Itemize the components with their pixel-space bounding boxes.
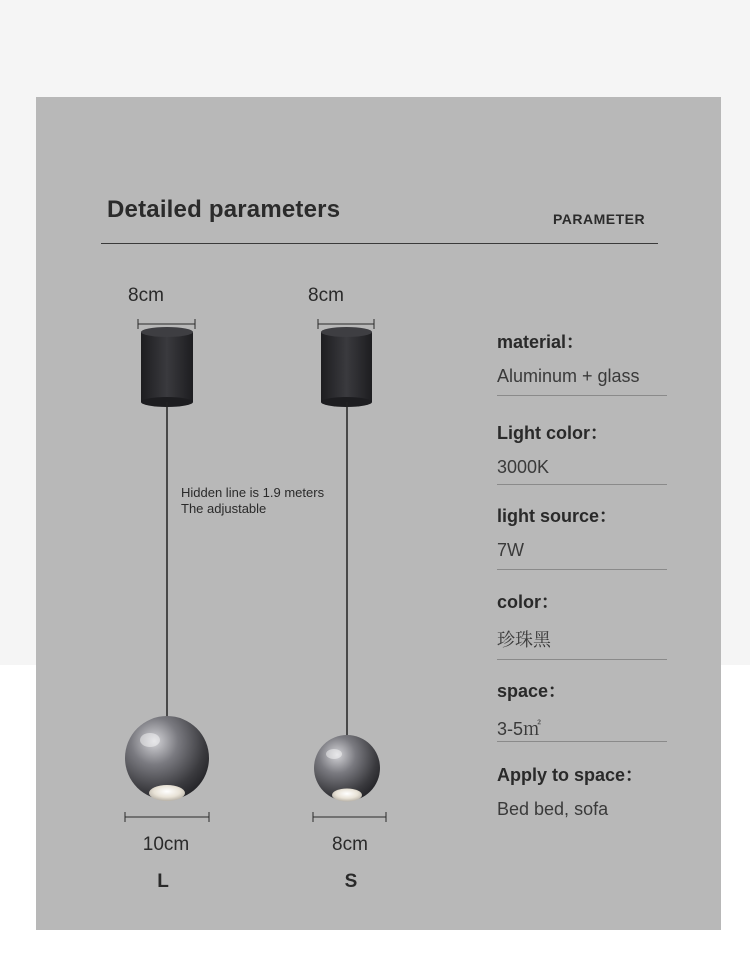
spec-material [497, 328, 667, 387]
spec-light-source [497, 502, 667, 561]
spec-divider [497, 569, 667, 570]
spec-apply-to-space [497, 761, 667, 820]
spec-space [497, 677, 667, 741]
large-size-code: L [157, 871, 169, 892]
page-title: Detailed parameters [107, 196, 341, 223]
small-size-code: S [344, 871, 358, 892]
large-canopy [141, 327, 193, 407]
spec-divider [497, 395, 667, 396]
spec-label: Apply to space： [497, 765, 644, 785]
spec-value: Aluminum + glass [497, 366, 640, 386]
spec-label: material： [497, 332, 585, 352]
cord-note-line-2: The adjustable [181, 501, 267, 516]
spec-divider [497, 484, 667, 485]
small-top-width-label: 8cm [308, 285, 344, 306]
small-globe [314, 735, 380, 802]
spec-label: space： [497, 681, 567, 701]
spec-value: 珍珠黑 [497, 630, 551, 650]
spec-divider [497, 659, 667, 660]
spec-value: 3-5㎡ [497, 719, 542, 739]
spec-value: Bed bed, sofa [497, 799, 609, 819]
spec-color [497, 588, 667, 652]
section-label: PARAMETER [553, 211, 646, 227]
spec-label: light source： [497, 506, 618, 526]
large-bottom-width-label: 10cm [142, 834, 190, 855]
spec-light-color [497, 419, 667, 478]
spec-value: 7W [497, 540, 524, 560]
cord-length-note [181, 485, 324, 517]
cord-note-line-1: Hidden line is 1.9 meters [181, 485, 325, 500]
small-bottom-width-label: 8cm [332, 834, 368, 855]
spec-label: Light color： [497, 423, 608, 443]
small-canopy [321, 327, 372, 407]
spec-divider [497, 741, 667, 742]
large-bottom-dimension-line [125, 812, 209, 822]
spec-value: 3000K [497, 457, 550, 477]
small-bottom-dimension-line [313, 812, 386, 822]
large-globe [125, 716, 209, 801]
spec-label: color： [497, 592, 560, 612]
large-top-width-label: 8cm [128, 285, 164, 306]
